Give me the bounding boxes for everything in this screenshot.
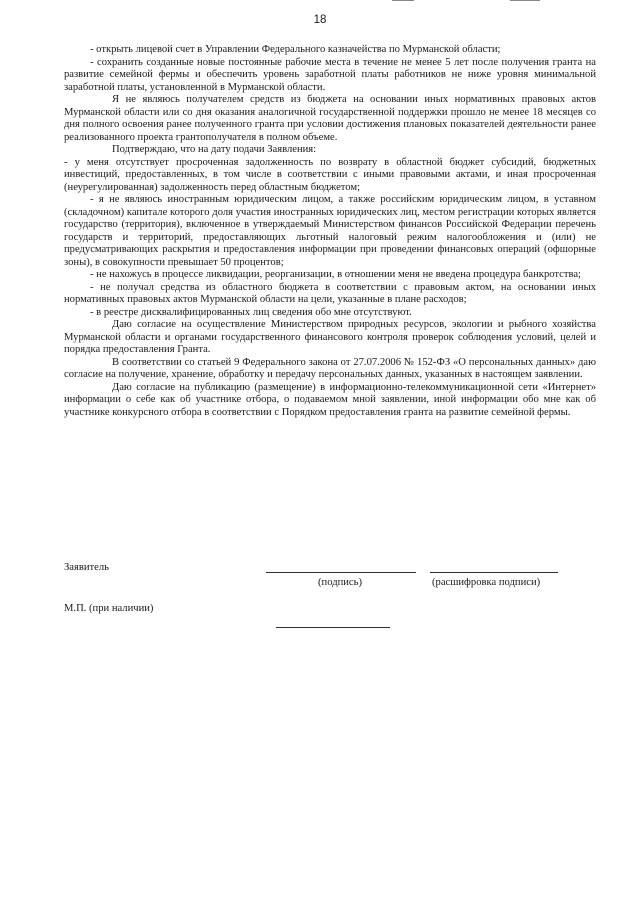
signature-line — [266, 572, 416, 573]
stamp-line — [276, 627, 390, 628]
paragraph: Подтверждаю, что на дату подачи Заявления: — [112, 144, 317, 155]
document-body — [64, 44, 596, 419]
paragraph: - сохранить созданные новые постоянные рабочие места в течение не менее 5 лет после получения гранта на развитие семейной фермы и обеспечить уровень заработной платы работников не ниже уровня минимальной заработной платы, установленной в Мурманской области. — [64, 56, 596, 93]
decoding-line — [430, 572, 558, 573]
paragraph: - не нахожусь в процессе ликвидации, реорганизации, в отношении меня не введена процедура банкротства; — [90, 269, 582, 280]
paragraph: - не получал средства из областного бюджета в соответствии с правовым актом, на основании иных нормативных правовых актов Мурманской области на цели, указанные в плане расходов; — [64, 281, 596, 305]
paragraph: - у меня отсутствует просроченная задолженность по возврату в областной бюджет субсидий, бюджетных инвестиций, предоставленных, в том числе в соответствии с иными правовыми актами, и иная просроченная (неурегулированная) задолженность перед областным бюджетом; — [64, 156, 596, 193]
paragraph: Даю согласие на публикацию (размещение) в информационно-телекоммуникационной сети «Интернет» информации о себе как об участнике отбора, о подаваемом мной заявлении, иной информации обо мне как об участнике конкурсного отбора в соответствии с Порядком предоставления гранта на развитие семейной фермы. — [64, 381, 596, 418]
paragraph: - я не являюсь иностранным юридическим лицом, а также российским юридическим лицом, в уставном (складочном) капитале которого доля участия иностранных юридических лиц, местом регистрации которых является государство (территория), включенное в утверждаемый Министерством финансов Российской Федерации перечень государств и территорий, предоставляющих льготный налоговый режим налогообложения и (или) не предусматривающих раскрытия и предоставления информации при проведении финансовых операций (офшорные зоны), в совокупности превышает 50 процентов; — [64, 194, 596, 268]
applicant-label: Заявитель — [64, 562, 110, 573]
stamp-label: М.П. (при наличии) — [64, 603, 154, 614]
page-number: 18 — [313, 14, 327, 26]
scan-mark — [392, 0, 414, 1]
paragraph: - в реестре дисквалифицированных лиц сведения обо мне отсутствуют. — [90, 306, 412, 318]
paragraph: Даю согласие на осуществление Министерством природных ресурсов, экологии и рыбного хозяйства Мурманской области и органами государственного финансового контроля проверок соблюдения условий, целей и порядка предоставления Гранта. — [64, 319, 596, 355]
scan-top-marks — [0, 0, 640, 4]
scan-mark — [510, 0, 540, 1]
paragraph: Я не являюсь получателем средств из бюджета на основании иных нормативных правовых актов Мурманской области или со дня оказания аналогичной государственной поддержки прошло не менее 18 месяцев со дня полного освоения ранее полученного гранта при условии достижения плановых показателей деятельности ранее реализованного проекта грантополучателя в полном объеме. — [64, 94, 596, 143]
signature-caption: (подпись) — [318, 577, 362, 588]
decoding-caption: (расшифровка подписи) — [432, 577, 541, 588]
paragraph: В соответствии со статьей 9 Федерального закона от 27.07.2006 № 152-ФЗ «О персональных данных» даю согласие на получение, хранение, обработку и передачу персональных данных, указанных в настоящем заявлении. — [64, 356, 596, 380]
paragraph: - открыть лицевой счет в Управлении Федерального казначейства по Мурманской области; — [90, 44, 501, 55]
